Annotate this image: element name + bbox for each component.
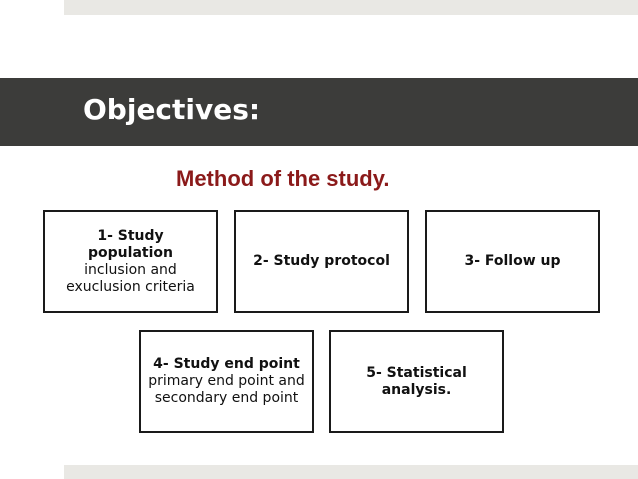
step-heading: 5- Statistical analysis. <box>366 364 467 398</box>
step-box-study-end-point <box>139 330 314 433</box>
slide-title: Objectives: <box>83 93 261 126</box>
step-heading: 2- Study protocol <box>253 253 390 269</box>
step-box-follow-up <box>425 210 600 313</box>
step-box-study-population <box>43 210 218 313</box>
step-box-statistical-analysis <box>329 330 504 433</box>
slide-subtitle: Method of the study. <box>176 166 390 191</box>
bottom-decorative-strip <box>64 465 638 479</box>
step-heading: 4- Study end point <box>153 356 300 372</box>
step-heading: 3- Follow up <box>464 253 561 269</box>
top-decorative-strip <box>64 0 638 15</box>
step-box-study-protocol <box>234 210 409 313</box>
step-detail: primary end point and secondary end point <box>148 373 305 406</box>
step-heading: 1- Study population <box>88 227 173 261</box>
step-detail: inclusion and exuclusion criteria <box>66 261 195 295</box>
